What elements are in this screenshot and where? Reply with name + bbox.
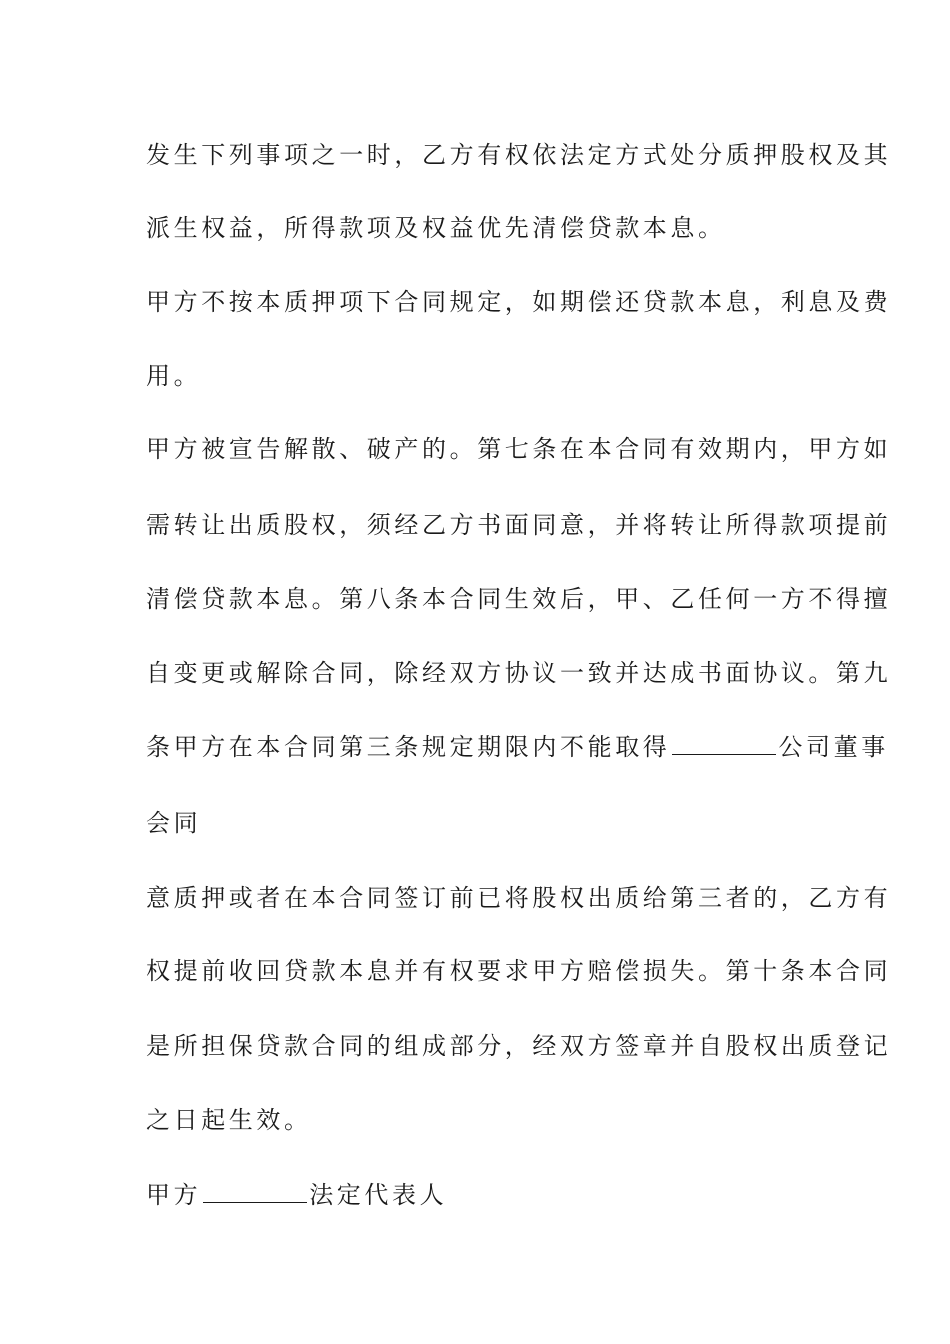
legal-representative-label: 法定代表人 bbox=[309, 1181, 448, 1209]
text-line: 之日起生效。 bbox=[146, 1106, 312, 1134]
text-line: 用。 bbox=[146, 362, 202, 390]
text-line: 是所担保贷款合同的组成部分，经双方签章并自股权出质登记 bbox=[146, 1032, 892, 1060]
text-line: 清偿贷款本息。第八条本合同生效后，甲、乙任何一方不得擅 bbox=[146, 585, 892, 613]
text-segment: 条甲方在本合同第三条规定期限内不能取得 bbox=[146, 733, 671, 761]
text-line: 权提前收回贷款本息并有权要求甲方赔偿损失。第十条本合同 bbox=[146, 957, 892, 985]
company-name-blank bbox=[672, 732, 776, 755]
text-line: 甲方被宣告解散、破产的。第七条在本合同有效期内，甲方如 bbox=[146, 435, 892, 463]
text-line: 意质押或者在本合同签订前已将股权出质给第三者的，乙方有 bbox=[146, 884, 892, 912]
party-name-blank bbox=[203, 1180, 307, 1203]
text-line: 甲方不按本质押项下合同规定，如期偿还贷款本息，利息及费 bbox=[146, 288, 892, 316]
text-line: 需转让出质股权，须经乙方书面同意，并将转让所得款项提前 bbox=[146, 511, 892, 539]
text-line: 派生权益，所得款项及权益优先清偿贷款本息。 bbox=[146, 214, 726, 242]
text-segment: 公司董事 bbox=[778, 733, 889, 761]
text-line: 发生下列事项之一时，乙方有权依法定方式处分质押股权及其 bbox=[146, 141, 892, 169]
text-line-with-blank bbox=[146, 732, 889, 762]
party-label: 甲方 bbox=[146, 1181, 202, 1209]
text-line: 自变更或解除合同，除经双方协议一致并达成书面协议。第九 bbox=[146, 659, 892, 687]
text-line: 会同 bbox=[146, 809, 202, 837]
signature-line bbox=[146, 1180, 806, 1210]
